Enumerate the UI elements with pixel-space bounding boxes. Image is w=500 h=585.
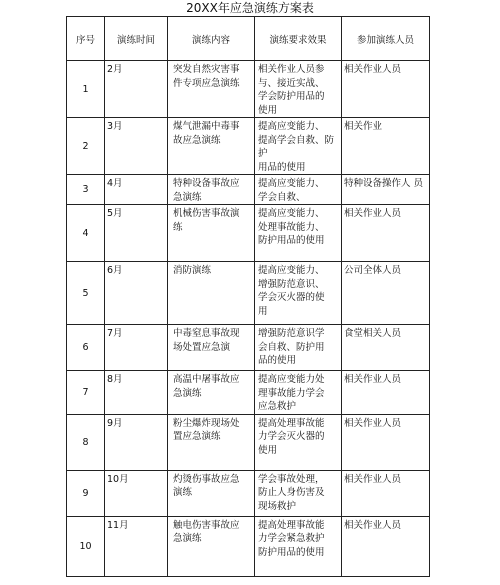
cell-content xyxy=(168,205,255,262)
cell-people xyxy=(342,61,430,118)
cell-content-text: 特种设备事故应 急演练 xyxy=(173,178,240,203)
cell-effect xyxy=(255,175,342,205)
cell-no: 5 xyxy=(67,262,105,325)
cell-no: 3 xyxy=(67,175,105,205)
cell-time-text: 5月 xyxy=(107,208,123,219)
cell-content xyxy=(168,371,255,415)
cell-people xyxy=(342,262,430,325)
document-title: 20XX年应急演练方案表 xyxy=(186,1,314,15)
cell-content xyxy=(168,262,255,325)
table-row xyxy=(67,118,430,175)
table-row xyxy=(67,470,430,516)
table-row xyxy=(67,205,430,262)
table-row xyxy=(67,325,430,371)
cell-effect-text: 提高应变能力、 增强防范意识、 学会灭火器的使 用 xyxy=(258,265,325,317)
table-header-row xyxy=(67,17,430,61)
cell-content-text: 中毒窒息事故现 场处置应急演 xyxy=(173,328,240,353)
cell-effect xyxy=(255,371,342,415)
cell-no: 8 xyxy=(67,414,105,470)
cell-effect-text: 提高处理事故能 力学会灭火器的 使用 xyxy=(258,417,325,456)
cell-effect xyxy=(255,325,342,371)
cell-people-text: 相关作业人员 xyxy=(344,208,402,219)
cell-effect-text: 提高处理事故能 力学会紧急救护 防护用品的使用 xyxy=(258,519,325,558)
cell-no: 2 xyxy=(67,118,105,175)
cell-no: 4 xyxy=(67,205,105,262)
cell-time xyxy=(105,118,168,175)
cell-effect-text: 相关作业人员参 与、接近实战、 学会防护用品的 使用 xyxy=(258,64,325,116)
table-row xyxy=(67,414,430,470)
cell-effect-text: 提高应变能力、 处理事故能力、 防护用品的使用 xyxy=(258,208,325,246)
cell-time-text: 2月 xyxy=(107,64,123,75)
cell-people-text: 相关作业 xyxy=(344,121,383,132)
cell-people xyxy=(342,470,430,516)
cell-no: 10 xyxy=(67,516,105,576)
header-time: 演练时间 xyxy=(105,17,168,61)
header-content: 演练内容 xyxy=(168,17,255,61)
cell-content-text: 突发自然灾害事 件专项应急演练 xyxy=(173,64,240,89)
table-row xyxy=(67,262,430,325)
cell-effect xyxy=(255,61,342,118)
cell-content xyxy=(168,118,255,175)
cell-people-text: 公司全体人员 xyxy=(344,265,402,276)
cell-people-text: 相关作业人员 xyxy=(344,374,402,385)
cell-time xyxy=(105,205,168,262)
table-row xyxy=(67,61,430,118)
cell-people xyxy=(342,118,430,175)
cell-time xyxy=(105,371,168,415)
cell-time xyxy=(105,325,168,371)
cell-effect xyxy=(255,118,342,175)
cell-content-text: 灼烫伤事故应急 演练 xyxy=(173,473,240,498)
cell-people-text: 食堂相关人员 xyxy=(344,328,402,339)
cell-people xyxy=(342,175,430,205)
cell-no: 6 xyxy=(67,325,105,371)
cell-people xyxy=(342,205,430,262)
cell-people-text: 相关作业人员 xyxy=(344,473,402,485)
cell-content-text: 粉尘爆炸现场处 置应急演练 xyxy=(173,417,240,442)
cell-effect-text: 学会事故处理， 防止人身伤害及 现场救护 xyxy=(258,473,325,512)
cell-people-text: 相关作业人员 xyxy=(344,519,402,531)
cell-time-text: 4月 xyxy=(107,178,123,189)
cell-effect xyxy=(255,205,342,262)
cell-no: 9 xyxy=(67,470,105,516)
cell-people xyxy=(342,414,430,470)
table-row xyxy=(67,371,430,415)
header-no: 序号 xyxy=(67,17,105,61)
cell-time-text: 6月 xyxy=(107,265,123,276)
cell-time-text: 3月 xyxy=(107,121,123,132)
cell-people xyxy=(342,516,430,576)
cell-people-text: 特种设备操作人 员 xyxy=(344,178,424,189)
cell-time xyxy=(105,414,168,470)
cell-effect xyxy=(255,262,342,325)
cell-time xyxy=(105,470,168,516)
cell-people-text: 相关作业人员 xyxy=(344,417,402,429)
cell-content xyxy=(168,414,255,470)
cell-people-text: 相关作业人员 xyxy=(344,64,402,75)
cell-effect xyxy=(255,470,342,516)
cell-effect-text: 提高应变能力、 学会自救、 xyxy=(258,178,325,203)
cell-time-text: 7月 xyxy=(107,328,123,339)
cell-content xyxy=(168,325,255,371)
cell-content-text: 高温中屠事故应 急演练 xyxy=(173,374,240,399)
cell-content-text: 煤气泄漏中毒事 故应急演练 xyxy=(173,121,240,146)
cell-content xyxy=(168,61,255,118)
cell-content-text: 机械伤害事故演 练 xyxy=(173,208,240,233)
cell-time-text: 9月 xyxy=(107,417,123,429)
cell-time-text: 11月 xyxy=(107,519,129,531)
cell-time xyxy=(105,61,168,118)
table-row xyxy=(67,516,430,576)
cell-content-text: 消防演练 xyxy=(173,265,212,276)
header-people: 参加演练人员 xyxy=(342,17,430,61)
cell-people xyxy=(342,371,430,415)
cell-effect-text: 增强防范意识学 会自救、防护用 品的使用 xyxy=(258,328,325,366)
drill-plan-table xyxy=(66,16,430,577)
cell-content xyxy=(168,516,255,576)
cell-time-text: 8月 xyxy=(107,374,123,385)
cell-effect-text: 提高应变能力处 理事故能力学会 应急救护 xyxy=(258,374,325,412)
cell-no: 1 xyxy=(67,61,105,118)
cell-people xyxy=(342,325,430,371)
table-row xyxy=(67,175,430,205)
cell-no: 7 xyxy=(67,371,105,415)
cell-content-text: 触电伤害事故应 急演练 xyxy=(173,519,240,544)
cell-time xyxy=(105,516,168,576)
cell-content xyxy=(168,175,255,205)
cell-content xyxy=(168,470,255,516)
cell-time xyxy=(105,262,168,325)
cell-effect xyxy=(255,414,342,470)
cell-time-text: 10月 xyxy=(107,473,129,485)
cell-time xyxy=(105,175,168,205)
cell-effect xyxy=(255,516,342,576)
cell-effect-text: 提高应变能力、 提高学会自救、防护 用品的使用 xyxy=(258,121,335,173)
header-effect: 演练要求效果 xyxy=(255,17,342,61)
